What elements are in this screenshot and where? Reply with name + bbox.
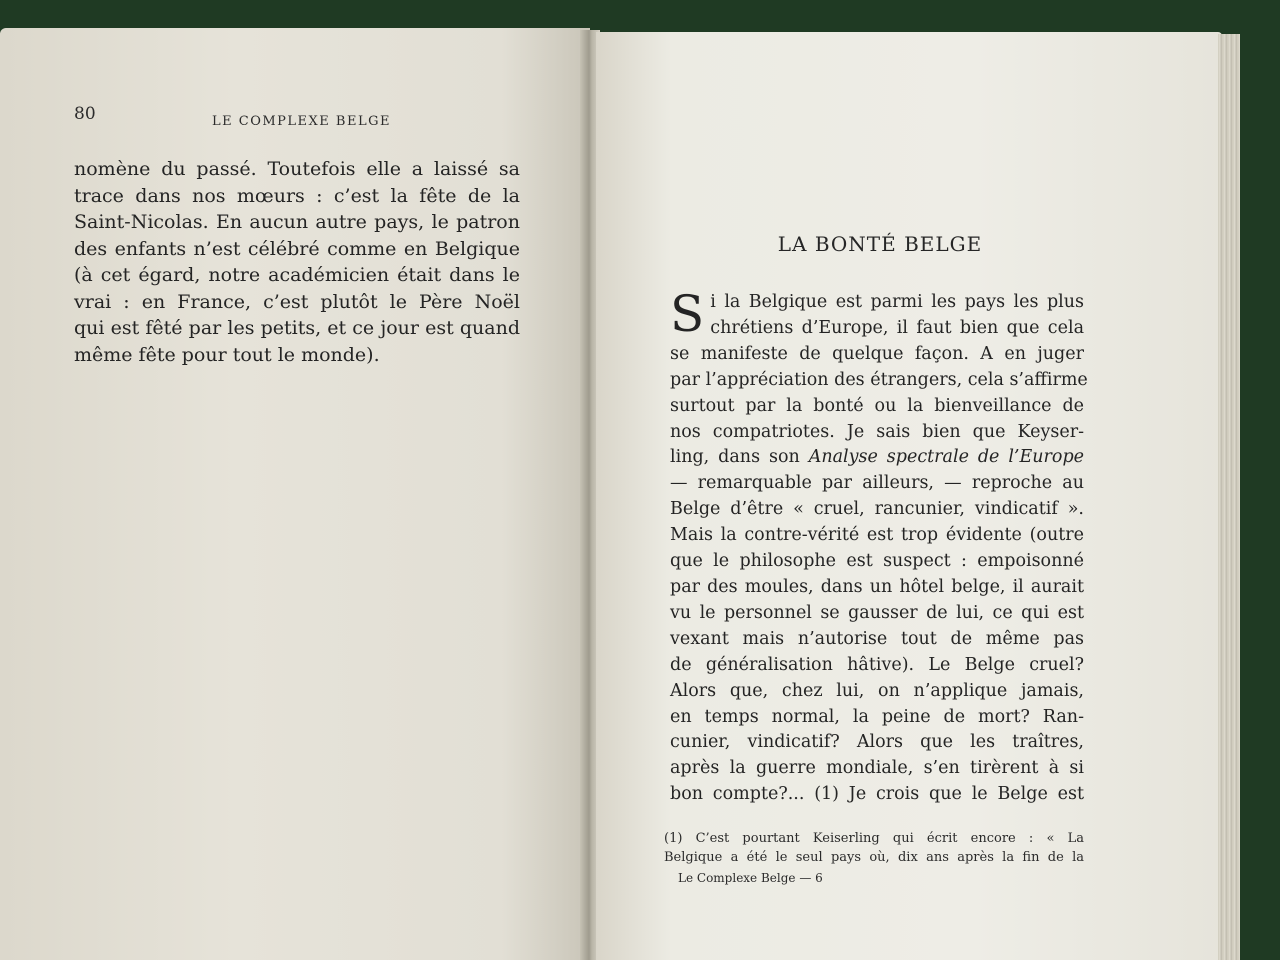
- text-line: surtout par la bonté ou la bienveillance de: [670, 395, 1084, 416]
- text-line: Alors que, chez lui, on n’applique jamais,: [670, 680, 1084, 701]
- text-line: Belge d’être « cruel, rancunier, vindicatif ».: [670, 499, 1084, 520]
- text-line: vrai : en France, c’est plutôt le Père Noël: [74, 290, 520, 313]
- page-number: 80: [74, 104, 96, 124]
- text-line: cunier, vindicatif? Alors que les traîtres,: [670, 732, 1084, 753]
- page-edges: [1218, 34, 1240, 960]
- text-line: Mais la contre-vérité est trop évidente (outre: [670, 525, 1084, 546]
- text-line: (à cet égard, notre académicien était dans le: [74, 264, 520, 286]
- text-line: chrétiens d’Europe, il faut bien que cela: [710, 317, 1084, 338]
- text-fragment: ling, dans son: [670, 447, 809, 468]
- text-line: i la Belgique est parmi les pays les plus: [710, 292, 1084, 312]
- text-line: nomène du passé. Toutefois elle a laissé sa: [74, 158, 520, 180]
- text-line-with-title: [670, 445, 1084, 471]
- text-line: — remarquable par ailleurs, — reproche au: [670, 473, 1084, 494]
- text-line: par l’appréciation des étrangers, cela s’affirme: [670, 369, 1088, 390]
- text-line: vexant mais n’autorise tout de même pas: [670, 628, 1084, 649]
- text-line: bon compte?... (1) Je crois que le Belge est: [670, 784, 1084, 805]
- text-line: même fête pour tout le monde).: [74, 343, 380, 366]
- text-line: de généralisation hâtive). Le Belge cruel?: [670, 654, 1084, 675]
- text-line: en temps normal, la peine de mort? Ran-: [670, 706, 1084, 727]
- footnote-line: Belgique a été le seul pays où, dix ans après la fin de la: [664, 850, 1084, 865]
- text-line: après la guerre mondiale, s’en tirèrent à si: [670, 758, 1084, 779]
- printer-signature: Le Complexe Belge — 6: [678, 871, 823, 885]
- text-line: Saint-Nicolas. En aucun autre pays, le patron: [74, 211, 520, 233]
- drop-cap: S: [670, 285, 705, 343]
- text-line: que le philosophe est suspect : empoisonné: [670, 551, 1084, 572]
- text-line: des enfants n’est célébré comme en Belgique: [74, 237, 520, 260]
- text-line: nos compatriotes. Je sais bien que Keyser-: [670, 421, 1084, 442]
- chapter-title: LA BONTÉ BELGE: [777, 232, 983, 256]
- left-page-text: [74, 156, 520, 368]
- footnote: [664, 829, 1084, 867]
- text-line: se manifeste de quelque façon. A en juger: [670, 343, 1084, 364]
- book-title: Analyse spectrale de l’Europe: [808, 447, 1085, 468]
- running-head: LE COMPLEXE BELGE: [212, 114, 391, 129]
- text-line: par des moules, dans un hôtel belge, il aurait: [670, 576, 1084, 597]
- footnote-line: (1) C’est pourtant Keiserling qui écrit encore : « La: [664, 831, 1084, 846]
- right-page-text: [670, 285, 1088, 808]
- text-line: qui est fêté par les petits, et ce jour est quand: [74, 317, 520, 339]
- text-line: trace dans nos mœurs : c’est la fête de la: [74, 184, 520, 207]
- text-line: vu le personnel se gausser de lui, ce qui est: [670, 602, 1084, 623]
